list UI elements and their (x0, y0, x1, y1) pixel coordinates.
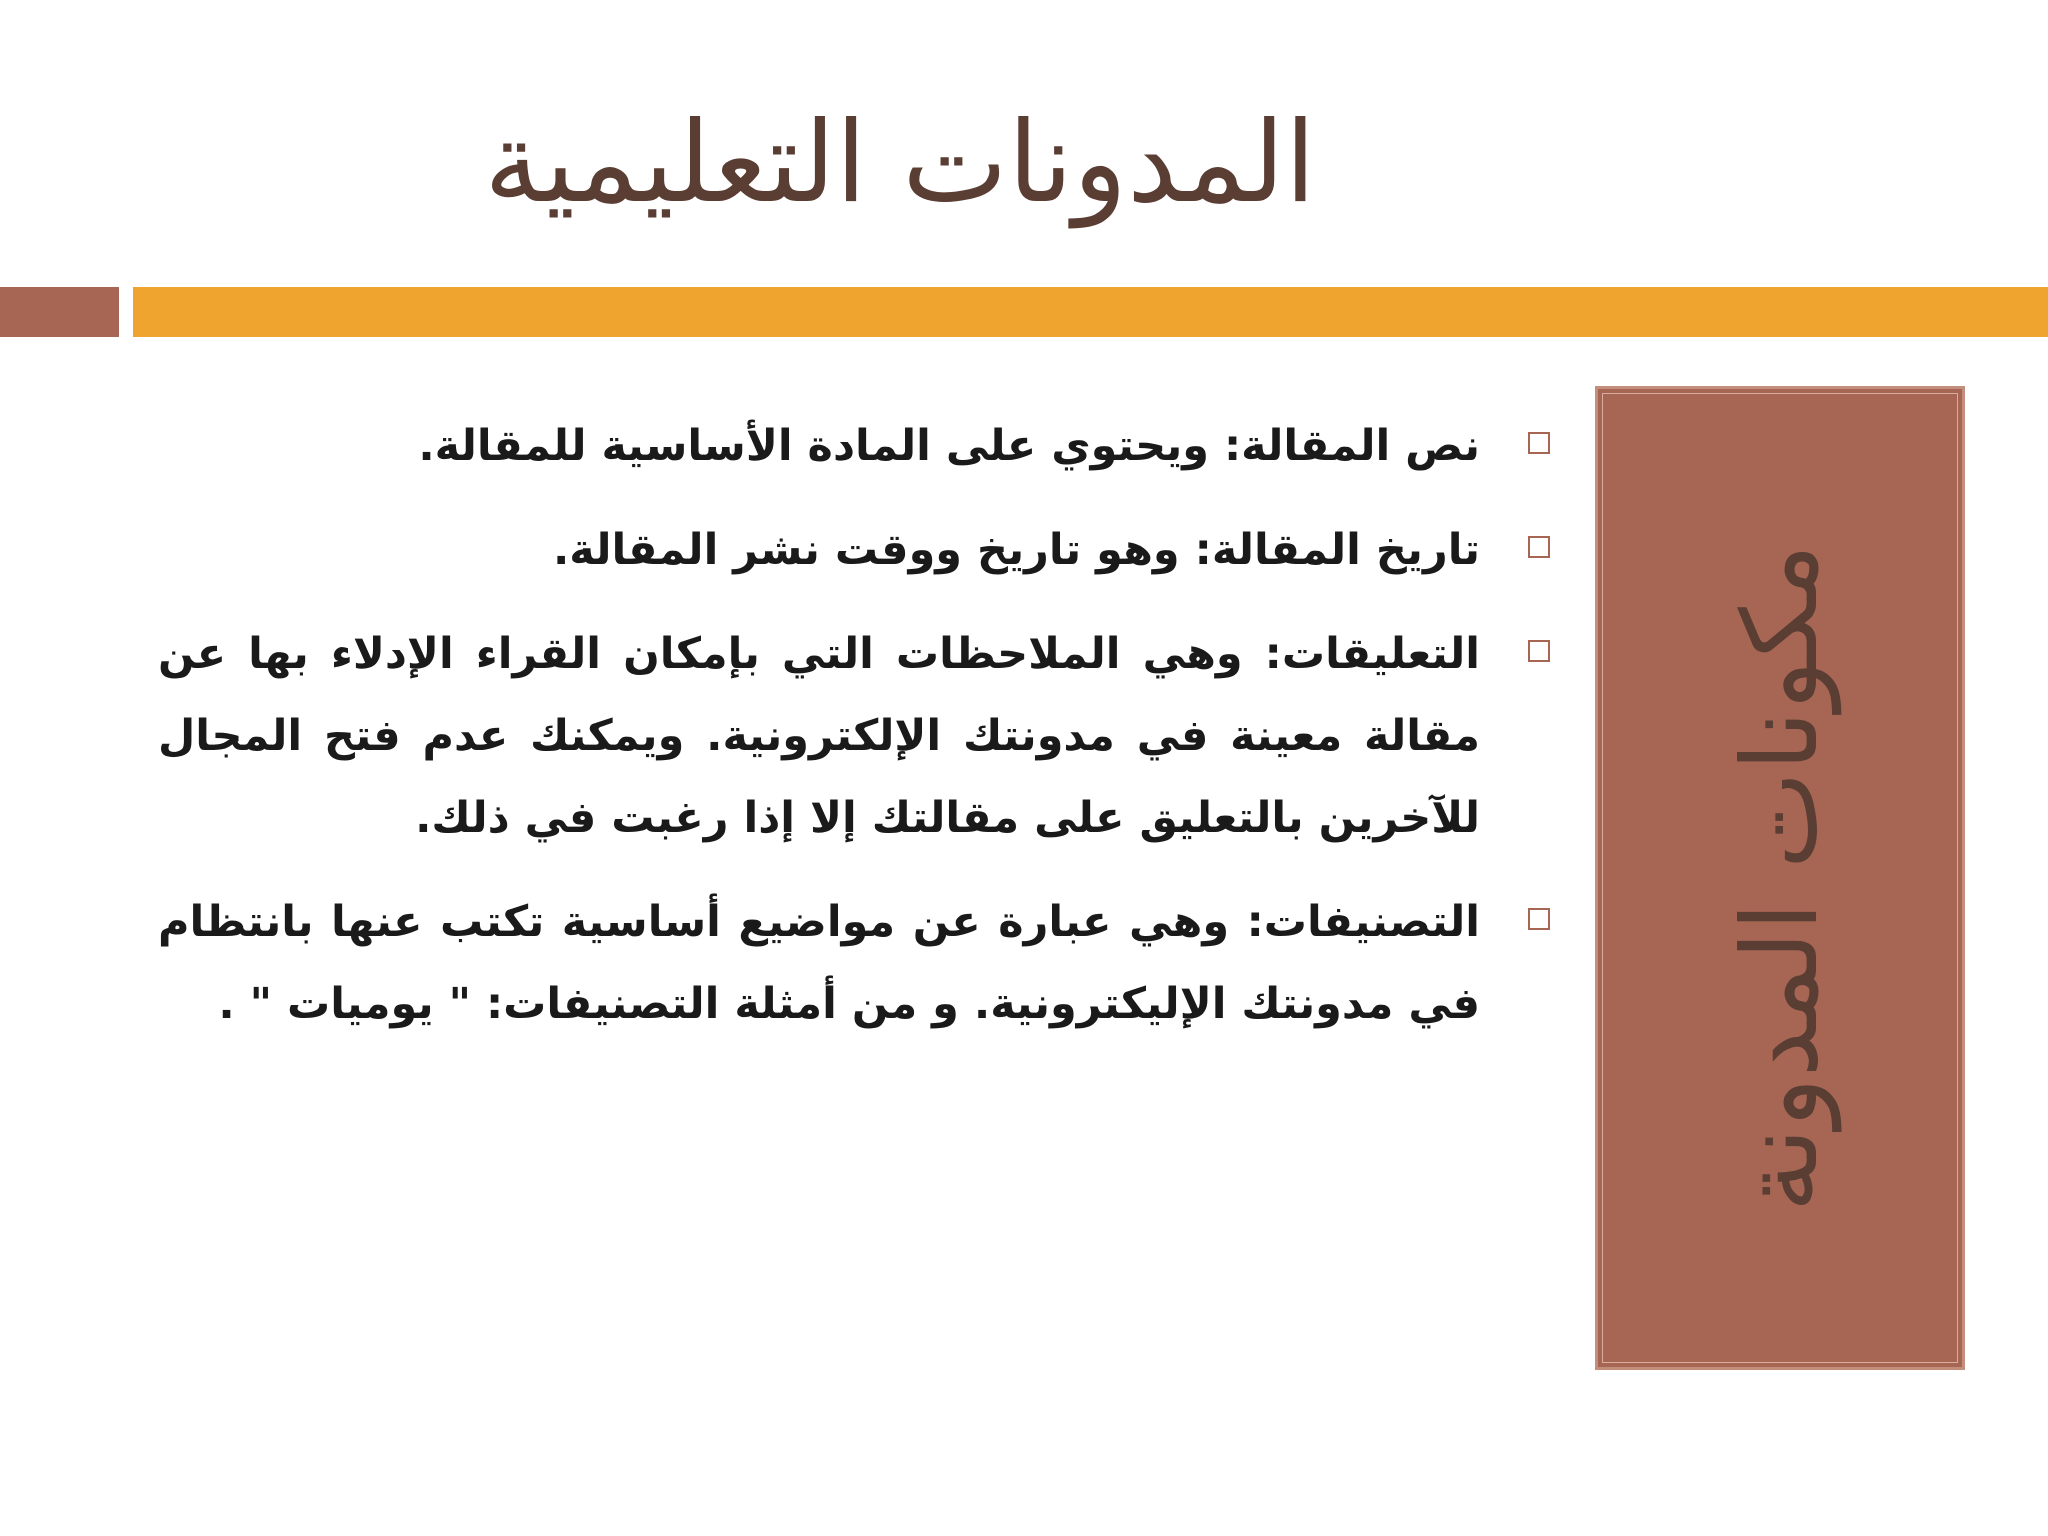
bullet-item (158, 509, 1550, 591)
bullet-text: التعليقات: وهي الملاحظات التي بإمكان القراء الإدلاء بها عن مقالة معينة في مدونتك الإلكترونية. ويمكنك عدم فتح المجال للآخرين بالتعليق على مقالتك إلا إذا رغبت في ذلك. (158, 629, 1480, 843)
bullet-item (158, 613, 1550, 859)
hollow-square-bullet-icon (1528, 536, 1550, 558)
bullet-text: التصنيفات: وهي عبارة عن مواضيع أساسية تكتب عنها بانتظام في مدونتك الإليكترونية. و من أمثلة التصنيفات: " يوميات " . (158, 897, 1480, 1029)
bullet-text: تاريخ المقالة: وهو تاريخ ووقت نشر المقالة. (552, 525, 1480, 575)
hollow-square-bullet-icon (1528, 640, 1550, 662)
hollow-square-bullet-icon (1528, 432, 1550, 454)
bullet-item (158, 405, 1550, 487)
accent-bar-left (0, 287, 119, 337)
bullet-text: نص المقالة: ويحتوي على المادة الأساسية للمقالة. (418, 421, 1480, 471)
bullet-list (158, 405, 1550, 1067)
side-title: مكونات المدونة (1719, 543, 1841, 1213)
slide-title: المدونات التعليمية (484, 98, 1316, 228)
hollow-square-bullet-icon (1528, 908, 1550, 930)
side-title-panel (1595, 386, 1965, 1370)
bullet-item (158, 881, 1550, 1045)
accent-bar-right (133, 287, 2048, 337)
